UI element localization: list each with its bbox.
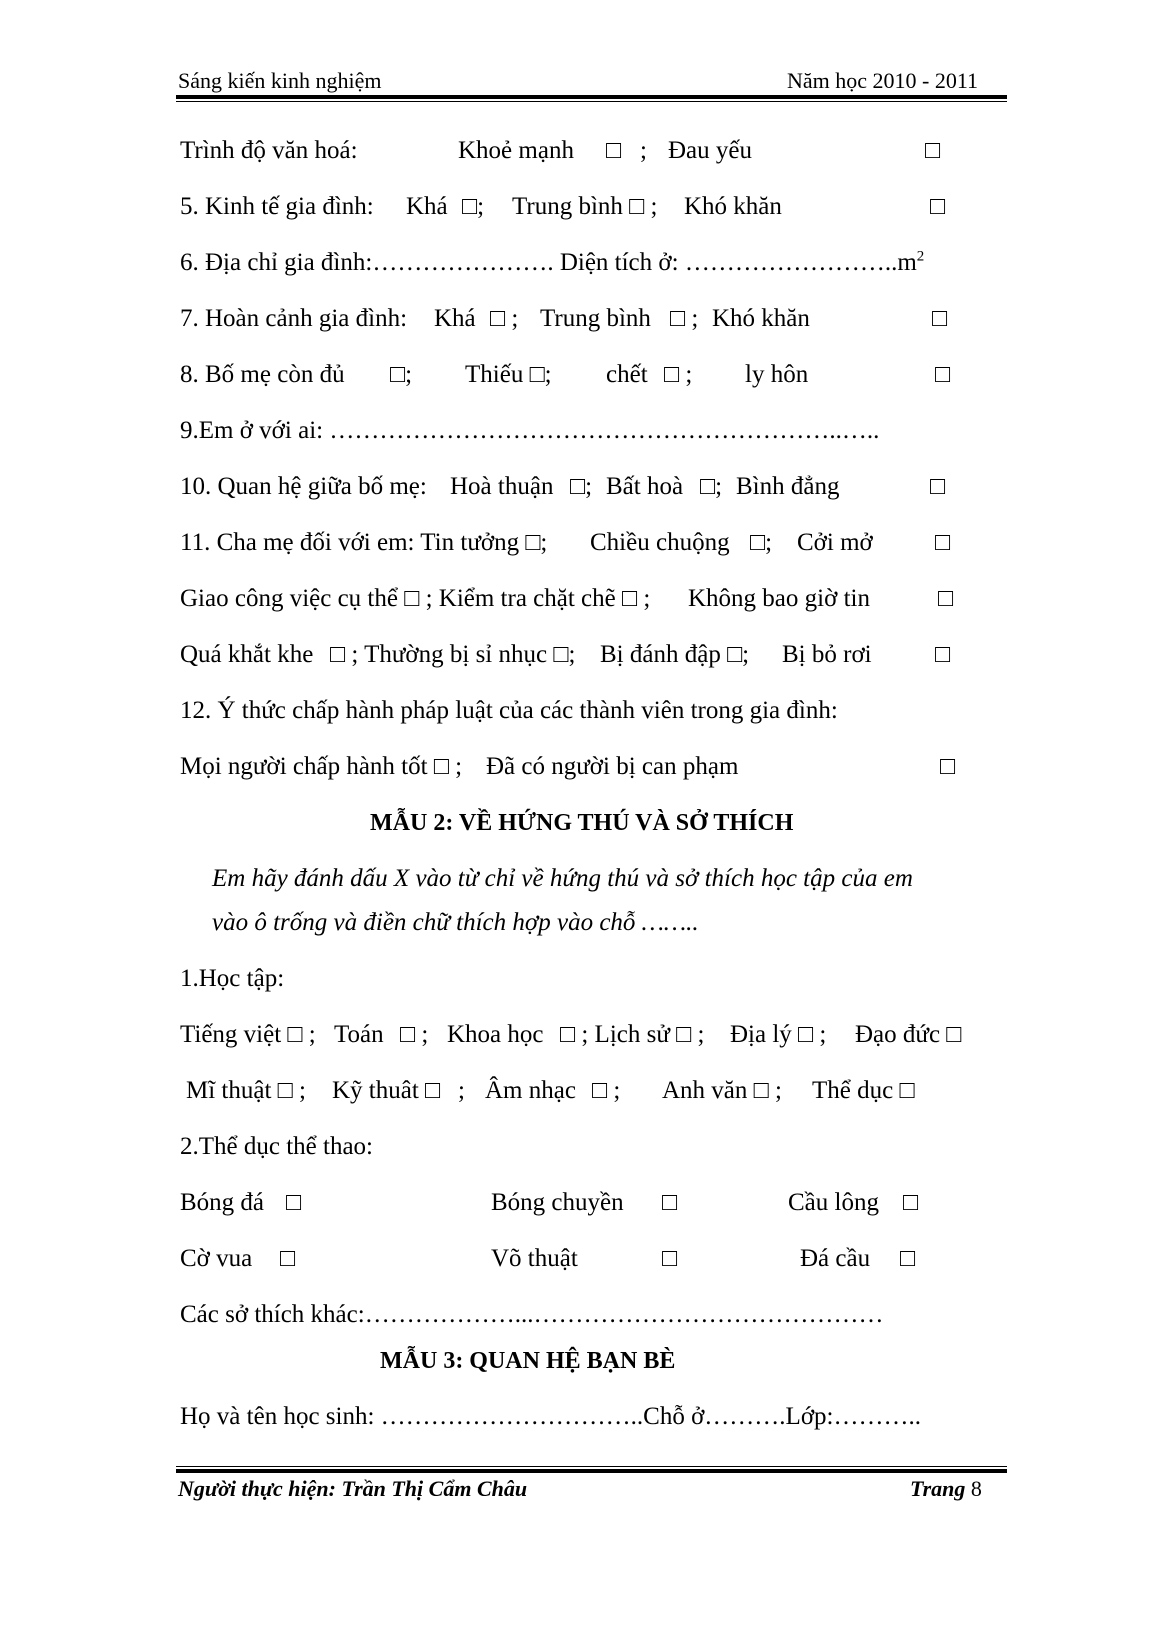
page-number: Trang 8	[910, 1476, 982, 1501]
section-title-mau2: MẪU 2: VỀ HỨNG THÚ VÀ SỞ THÍCH	[370, 810, 794, 836]
checkbox[interactable]: □	[280, 1245, 296, 1272]
form-line-lives-with: 9.Em ở với ai: ……………………………………………………..…..	[180, 417, 880, 444]
checkbox[interactable]: □ ;	[490, 305, 519, 332]
sports-label: 2.Thể dục thể thao:	[180, 1133, 373, 1160]
checkbox[interactable]: □;	[750, 529, 773, 556]
checkbox[interactable]: □	[925, 137, 941, 164]
checkbox[interactable]: □	[286, 1189, 302, 1216]
checkbox[interactable]: □	[938, 585, 954, 612]
checkbox[interactable]: □;	[700, 473, 723, 500]
header-rule	[176, 95, 1007, 99]
checkbox[interactable]: □	[662, 1189, 678, 1216]
footer-author: Người thực hiện: Trần Thị Cẩm Châu	[178, 1476, 528, 1501]
checkbox[interactable]: □	[903, 1189, 919, 1216]
checkbox[interactable]: □ ;	[400, 1021, 429, 1048]
student-name-line: Họ và tên học sinh: …………………………..Chỗ ở……….Lớp:………..	[180, 1403, 921, 1430]
instruction-line-1: Em hãy đánh dấu X vào từ chỉ về hứng thú và sở thích học tập của em	[212, 865, 913, 892]
checkbox[interactable]: □	[900, 1245, 916, 1272]
instruction-line-2: vào ô trống và điền chữ thích hợp vào chỗ ……..	[212, 909, 699, 936]
checkbox[interactable]: □ ;	[592, 1077, 621, 1104]
form-line-legal-awareness: 12. Ý thức chấp hành pháp luật của các thành viên trong gia đình:	[180, 697, 838, 724]
checkbox[interactable]: □	[930, 193, 946, 220]
other-hobbies-line: Các sở thích khác:………………...……………………………………	[180, 1301, 884, 1328]
checkbox[interactable]: □;	[390, 361, 413, 388]
checkbox[interactable]: □	[662, 1245, 678, 1272]
checkbox[interactable]: □	[935, 361, 951, 388]
checkbox[interactable]: □	[606, 137, 622, 164]
header-year: Năm học 2010 - 2011	[787, 68, 979, 93]
study-label: 1.Học tập:	[180, 965, 285, 992]
checkbox[interactable]: □;	[462, 193, 485, 220]
checkbox[interactable]: □	[935, 641, 951, 668]
checkbox[interactable]: □;	[570, 473, 593, 500]
header-title: Sáng kiến kinh nghiệm	[178, 68, 382, 93]
checkbox[interactable]: □	[930, 473, 946, 500]
form-line-address: 6. Địa chỉ gia đình:…………………. Diện tích ở: $\dots\dots\dots\dots\dots\dots\dots\dots..m^2$	[180, 248, 925, 276]
footer-rule-thin	[176, 1466, 1007, 1467]
section-title-mau3: MẪU 3: QUAN HỆ BẠN BÈ	[380, 1348, 676, 1374]
header-rule-thin	[176, 101, 1007, 102]
checkbox[interactable]: □ ;	[664, 361, 693, 388]
checkbox[interactable]: □	[935, 529, 951, 556]
checkbox[interactable]: □ ;	[670, 305, 699, 332]
checkbox[interactable]: □	[932, 305, 948, 332]
footer-rule	[176, 1469, 1007, 1473]
checkbox[interactable]: □	[940, 753, 956, 780]
